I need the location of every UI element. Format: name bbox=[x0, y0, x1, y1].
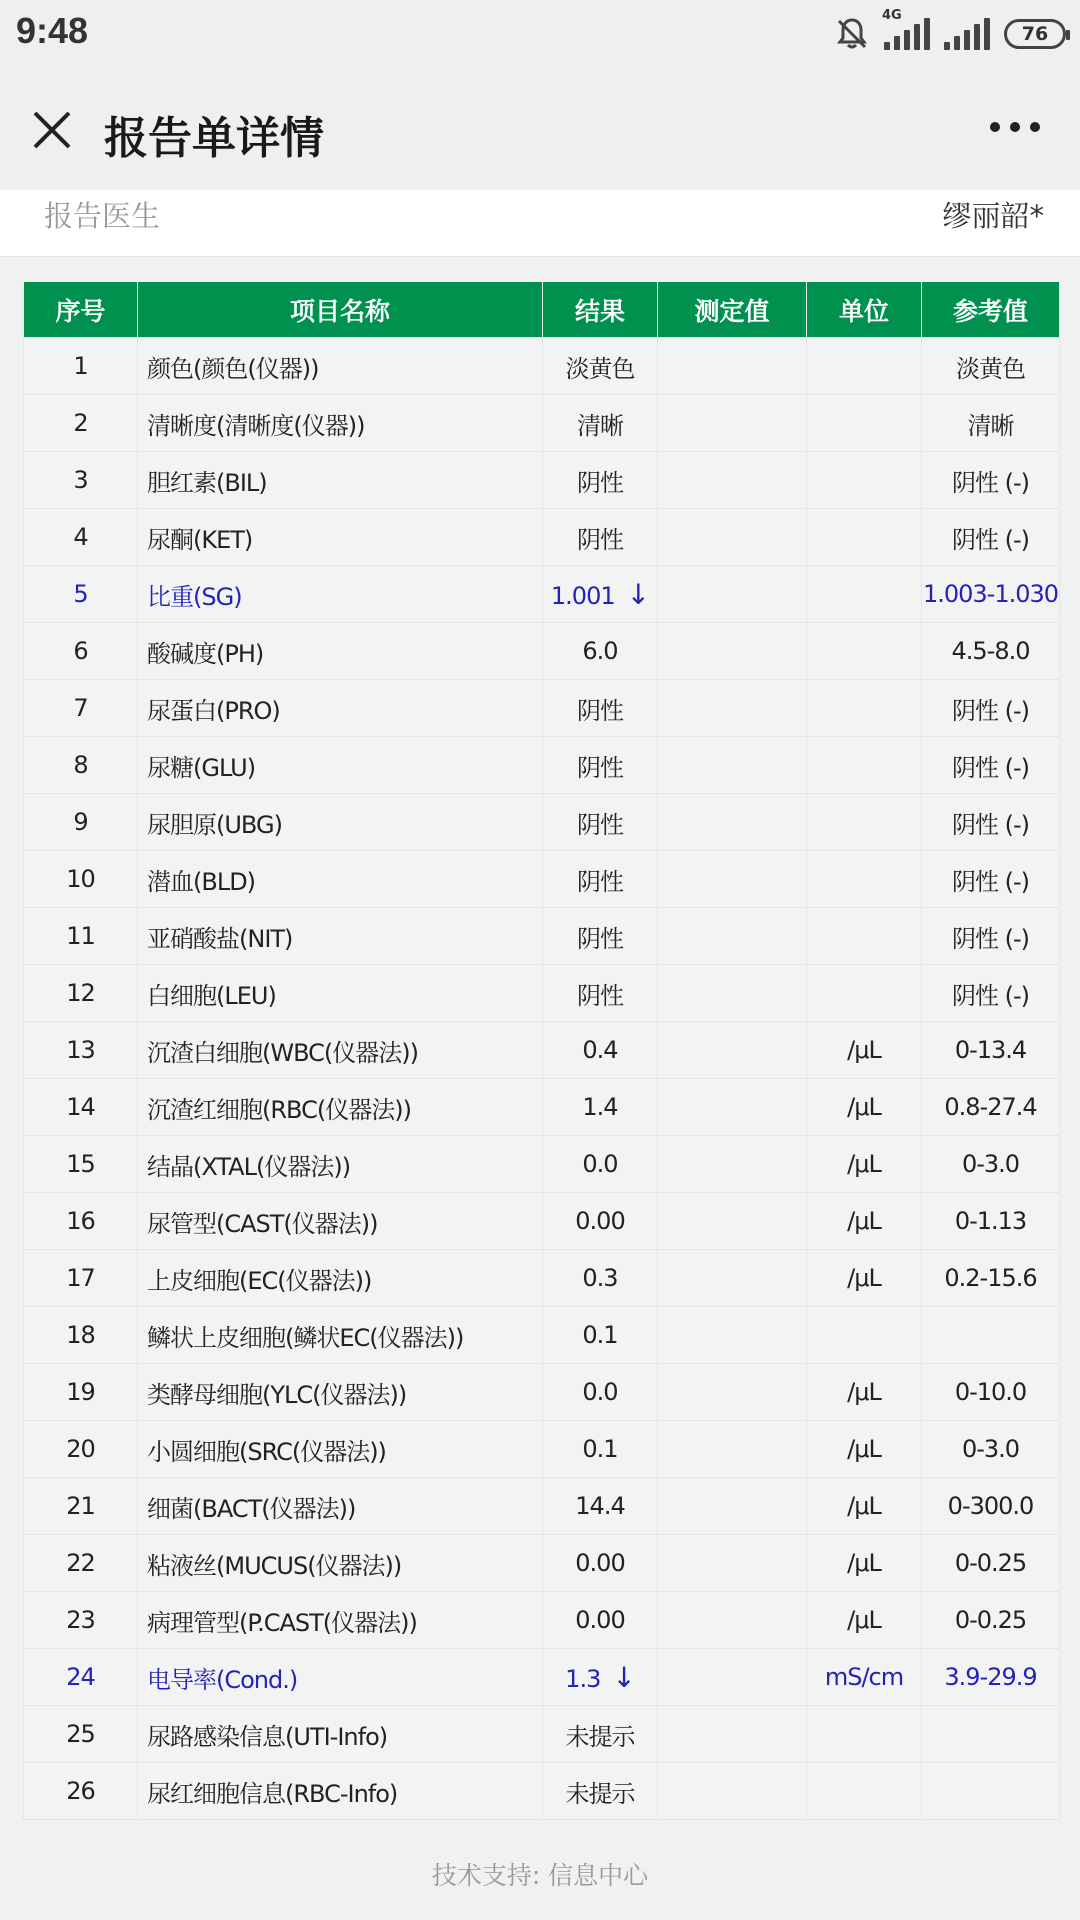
cell-no: 21 bbox=[24, 1478, 138, 1535]
column-header-no: 序号 bbox=[24, 282, 138, 338]
result-value: 1.001 bbox=[550, 581, 615, 610]
cell-ref: 0-0.25 bbox=[922, 1535, 1060, 1592]
cell-ref: 0-3.0 bbox=[922, 1421, 1060, 1478]
cell-unit: /μL bbox=[807, 1592, 922, 1649]
cell-unit bbox=[807, 851, 922, 908]
cell-ref: 0-0.25 bbox=[922, 1592, 1060, 1649]
cell-unit: /μL bbox=[807, 1079, 922, 1136]
cell-unit bbox=[807, 395, 922, 452]
cell-no: 10 bbox=[24, 851, 138, 908]
cell-value bbox=[658, 509, 807, 566]
cell-value bbox=[658, 1763, 807, 1820]
cell-name: 结晶(XTAL(仪器法)) bbox=[138, 1136, 543, 1193]
cell-result: 阴性 bbox=[543, 794, 658, 851]
cell-ref: 0-3.0 bbox=[922, 1136, 1060, 1193]
table-row bbox=[24, 737, 1060, 794]
cell-no: 14 bbox=[24, 1079, 138, 1136]
cell-unit bbox=[807, 908, 922, 965]
cell-unit bbox=[807, 566, 922, 623]
cell-ref: 阴性 (-) bbox=[922, 851, 1060, 908]
cell-name: 尿蛋白(PRO) bbox=[138, 680, 543, 737]
cell-no: 12 bbox=[24, 965, 138, 1022]
doctor-name: 缪丽韶* bbox=[942, 199, 1044, 233]
cell-result: 阴性 bbox=[543, 965, 658, 1022]
down-arrow-icon: ↓ bbox=[626, 577, 650, 611]
cell-value bbox=[658, 680, 807, 737]
cell-value bbox=[658, 623, 807, 680]
cell-ref bbox=[922, 1706, 1060, 1763]
down-arrow-icon: ↓ bbox=[612, 1660, 635, 1694]
cell-ref: 0-1.13 bbox=[922, 1193, 1060, 1250]
table-row bbox=[24, 965, 1060, 1022]
cell-unit bbox=[807, 1706, 922, 1763]
cell-unit: /μL bbox=[807, 1022, 922, 1079]
cell-name: 小圆细胞(SRC(仪器法)) bbox=[138, 1421, 543, 1478]
column-header-result: 结果 bbox=[543, 282, 658, 338]
cell-result: 0.00 bbox=[543, 1193, 658, 1250]
cell-result: 阴性 bbox=[543, 680, 658, 737]
table-row bbox=[24, 566, 1060, 623]
cell-no: 18 bbox=[24, 1307, 138, 1364]
cell-result: 0.3 bbox=[543, 1250, 658, 1307]
cell-no: 5 bbox=[24, 566, 138, 623]
status-icons bbox=[834, 8, 1066, 54]
cell-unit bbox=[807, 680, 922, 737]
cell-result: 0.00 bbox=[543, 1592, 658, 1649]
table-row bbox=[24, 908, 1060, 965]
cell-ref: 淡黄色 bbox=[922, 338, 1060, 395]
cell-result: 0.00 bbox=[543, 1535, 658, 1592]
cell-no: 16 bbox=[24, 1193, 138, 1250]
cell-name: 亚硝酸盐(NIT) bbox=[138, 908, 543, 965]
table-row bbox=[24, 851, 1060, 908]
table-row bbox=[24, 794, 1060, 851]
cell-result bbox=[543, 1649, 658, 1706]
cell-name: 潜血(BLD) bbox=[138, 851, 543, 908]
table-row bbox=[24, 395, 1060, 452]
close-icon[interactable] bbox=[28, 106, 76, 154]
table-row bbox=[24, 1706, 1060, 1763]
cell-name: 尿管型(CAST(仪器法)) bbox=[138, 1193, 543, 1250]
signal-4g-icon bbox=[882, 8, 930, 50]
cell-ref: 阴性 (-) bbox=[922, 452, 1060, 509]
network-label: 4G bbox=[882, 8, 902, 23]
cell-result: 1.4 bbox=[543, 1079, 658, 1136]
cell-ref: 阴性 (-) bbox=[922, 509, 1060, 566]
cell-unit bbox=[807, 794, 922, 851]
cell-no: 22 bbox=[24, 1535, 138, 1592]
cell-unit: /μL bbox=[807, 1535, 922, 1592]
cell-ref: 阴性 (-) bbox=[922, 908, 1060, 965]
footer-text: 技术支持: 信息中心 bbox=[431, 1861, 649, 1890]
cell-name: 类酵母细胞(YLC(仪器法)) bbox=[138, 1364, 543, 1421]
column-header-value: 测定值 bbox=[658, 282, 807, 338]
table-row bbox=[24, 1307, 1060, 1364]
cell-no: 25 bbox=[24, 1706, 138, 1763]
table-row bbox=[24, 1535, 1060, 1592]
cell-result: 清晰 bbox=[543, 395, 658, 452]
cell-value bbox=[658, 794, 807, 851]
status-bar bbox=[0, 0, 1080, 66]
cell-name: 病理管型(P.CAST(仪器法)) bbox=[138, 1592, 543, 1649]
cell-value bbox=[658, 1079, 807, 1136]
signal-icon bbox=[944, 18, 990, 50]
cell-no: 7 bbox=[24, 680, 138, 737]
cell-result: 0.1 bbox=[543, 1421, 658, 1478]
cell-no: 23 bbox=[24, 1592, 138, 1649]
table-row bbox=[24, 1763, 1060, 1820]
cell-unit bbox=[807, 338, 922, 395]
table-row bbox=[24, 1364, 1060, 1421]
cell-no: 8 bbox=[24, 737, 138, 794]
cell-result: 0.0 bbox=[543, 1364, 658, 1421]
cell-value bbox=[658, 395, 807, 452]
cell-result: 阴性 bbox=[543, 509, 658, 566]
battery-level: 76 bbox=[1021, 23, 1049, 45]
doctor-row bbox=[0, 190, 1080, 257]
cell-result: 未提示 bbox=[543, 1763, 658, 1820]
cell-ref: 3.9-29.9 bbox=[922, 1649, 1060, 1706]
cell-result: 阴性 bbox=[543, 908, 658, 965]
cell-unit: /μL bbox=[807, 1193, 922, 1250]
doctor-label: 报告医生 bbox=[44, 199, 161, 233]
cell-name: 尿路感染信息(UTI-Info) bbox=[138, 1706, 543, 1763]
cell-result: 阴性 bbox=[543, 452, 658, 509]
cell-name: 电导率(Cond.) bbox=[138, 1649, 543, 1706]
table-row bbox=[24, 623, 1060, 680]
cell-no: 9 bbox=[24, 794, 138, 851]
cell-name: 沉渣红细胞(RBC(仪器法)) bbox=[138, 1079, 543, 1136]
cell-result: 0.0 bbox=[543, 1136, 658, 1193]
cell-ref: 0-13.4 bbox=[922, 1022, 1060, 1079]
table-header-row bbox=[24, 282, 1060, 338]
cell-no: 19 bbox=[24, 1364, 138, 1421]
report-table bbox=[23, 282, 1060, 1820]
status-time: 9:48 bbox=[16, 10, 89, 51]
cell-result: 未提示 bbox=[543, 1706, 658, 1763]
cell-result: 6.0 bbox=[543, 623, 658, 680]
cell-name: 尿酮(KET) bbox=[138, 509, 543, 566]
table-row bbox=[24, 1079, 1060, 1136]
cell-unit: /μL bbox=[807, 1136, 922, 1193]
cell-value bbox=[658, 1193, 807, 1250]
cell-value bbox=[658, 1250, 807, 1307]
cell-value bbox=[658, 1649, 807, 1706]
cell-result bbox=[543, 566, 658, 623]
cell-name: 尿胆原(UBG) bbox=[138, 794, 543, 851]
table-row bbox=[24, 1421, 1060, 1478]
cell-value bbox=[658, 1364, 807, 1421]
cell-unit bbox=[807, 623, 922, 680]
cell-value bbox=[658, 1478, 807, 1535]
column-header-unit: 单位 bbox=[807, 282, 922, 338]
cell-name: 尿糖(GLU) bbox=[138, 737, 543, 794]
table-row bbox=[24, 1193, 1060, 1250]
cell-name: 酸碱度(PH) bbox=[138, 623, 543, 680]
cell-ref: 0.8-27.4 bbox=[922, 1079, 1060, 1136]
cell-name: 上皮细胞(EC(仪器法)) bbox=[138, 1250, 543, 1307]
cell-value bbox=[658, 566, 807, 623]
cell-no: 20 bbox=[24, 1421, 138, 1478]
cell-unit: /μL bbox=[807, 1421, 922, 1478]
cell-value bbox=[658, 1307, 807, 1364]
cell-no: 6 bbox=[24, 623, 138, 680]
cell-value bbox=[658, 338, 807, 395]
cell-result: 阴性 bbox=[543, 851, 658, 908]
cell-result: 0.4 bbox=[543, 1022, 658, 1079]
cell-ref: 阴性 (-) bbox=[922, 794, 1060, 851]
battery-icon bbox=[1004, 19, 1066, 49]
cell-name: 粘液丝(MUCUS(仪器法)) bbox=[138, 1535, 543, 1592]
cell-value bbox=[658, 1592, 807, 1649]
table-row bbox=[24, 338, 1060, 395]
table-row bbox=[24, 1649, 1060, 1706]
cell-name: 沉渣白细胞(WBC(仪器法)) bbox=[138, 1022, 543, 1079]
cell-name: 尿红细胞信息(RBC-Info) bbox=[138, 1763, 543, 1820]
cell-unit bbox=[807, 1307, 922, 1364]
cell-unit bbox=[807, 452, 922, 509]
cell-name: 鳞状上皮细胞(鳞状EC(仪器法)) bbox=[138, 1307, 543, 1364]
cell-ref: 清晰 bbox=[922, 395, 1060, 452]
column-header-ref: 参考值 bbox=[922, 282, 1060, 338]
cell-ref: 阴性 (-) bbox=[922, 680, 1060, 737]
result-value: 1.3 bbox=[565, 1664, 601, 1693]
cell-ref: 阴性 (-) bbox=[922, 965, 1060, 1022]
cell-unit bbox=[807, 965, 922, 1022]
table-row bbox=[24, 1478, 1060, 1535]
cell-no: 17 bbox=[24, 1250, 138, 1307]
cell-ref: 0-300.0 bbox=[922, 1478, 1060, 1535]
cell-value bbox=[658, 851, 807, 908]
cell-ref: 4.5-8.0 bbox=[922, 623, 1060, 680]
cell-value bbox=[658, 1706, 807, 1763]
cell-no: 24 bbox=[24, 1649, 138, 1706]
cell-name: 颜色(颜色(仪器)) bbox=[138, 338, 543, 395]
more-options-icon[interactable] bbox=[990, 122, 1040, 132]
cell-ref: 0.2-15.6 bbox=[922, 1250, 1060, 1307]
cell-ref: 0-10.0 bbox=[922, 1364, 1060, 1421]
cell-result: 14.4 bbox=[543, 1478, 658, 1535]
title-bar bbox=[0, 66, 1080, 190]
cell-unit: /μL bbox=[807, 1364, 922, 1421]
cell-no: 11 bbox=[24, 908, 138, 965]
cell-name: 细菌(BACT(仪器法)) bbox=[138, 1478, 543, 1535]
cell-no: 2 bbox=[24, 395, 138, 452]
cell-no: 3 bbox=[24, 452, 138, 509]
cell-name: 比重(SG) bbox=[138, 566, 543, 623]
cell-no: 4 bbox=[24, 509, 138, 566]
cell-value bbox=[658, 1022, 807, 1079]
cell-ref: 1.003-1.030 bbox=[922, 566, 1060, 623]
cell-value bbox=[658, 1535, 807, 1592]
cell-name: 白细胞(LEU) bbox=[138, 965, 543, 1022]
cell-ref: 阴性 (-) bbox=[922, 737, 1060, 794]
cell-unit bbox=[807, 509, 922, 566]
cell-value bbox=[658, 965, 807, 1022]
cell-value bbox=[658, 737, 807, 794]
cell-no: 1 bbox=[24, 338, 138, 395]
column-header-name: 项目名称 bbox=[138, 282, 543, 338]
cell-unit: /μL bbox=[807, 1478, 922, 1535]
cell-no: 26 bbox=[24, 1763, 138, 1820]
table-row bbox=[24, 1022, 1060, 1079]
table-row bbox=[24, 1592, 1060, 1649]
cell-unit: mS/cm bbox=[807, 1649, 922, 1706]
bell-muted-icon bbox=[834, 16, 870, 52]
cell-no: 15 bbox=[24, 1136, 138, 1193]
cell-ref bbox=[922, 1763, 1060, 1820]
cell-name: 胆红素(BIL) bbox=[138, 452, 543, 509]
cell-no: 13 bbox=[24, 1022, 138, 1079]
table-row bbox=[24, 1136, 1060, 1193]
cell-unit bbox=[807, 737, 922, 794]
cell-unit bbox=[807, 1763, 922, 1820]
cell-unit: /μL bbox=[807, 1250, 922, 1307]
table-row bbox=[24, 509, 1060, 566]
table-body bbox=[24, 338, 1060, 1820]
cell-value bbox=[658, 452, 807, 509]
cell-value bbox=[658, 1136, 807, 1193]
table-row bbox=[24, 1250, 1060, 1307]
cell-value bbox=[658, 1421, 807, 1478]
cell-ref bbox=[922, 1307, 1060, 1364]
cell-name: 清晰度(清晰度(仪器)) bbox=[138, 395, 543, 452]
table-row bbox=[24, 680, 1060, 737]
page-title: 报告单详情 bbox=[104, 113, 324, 164]
cell-result: 阴性 bbox=[543, 737, 658, 794]
cell-result: 淡黄色 bbox=[543, 338, 658, 395]
table-row bbox=[24, 452, 1060, 509]
cell-value bbox=[658, 908, 807, 965]
cell-result: 0.1 bbox=[543, 1307, 658, 1364]
